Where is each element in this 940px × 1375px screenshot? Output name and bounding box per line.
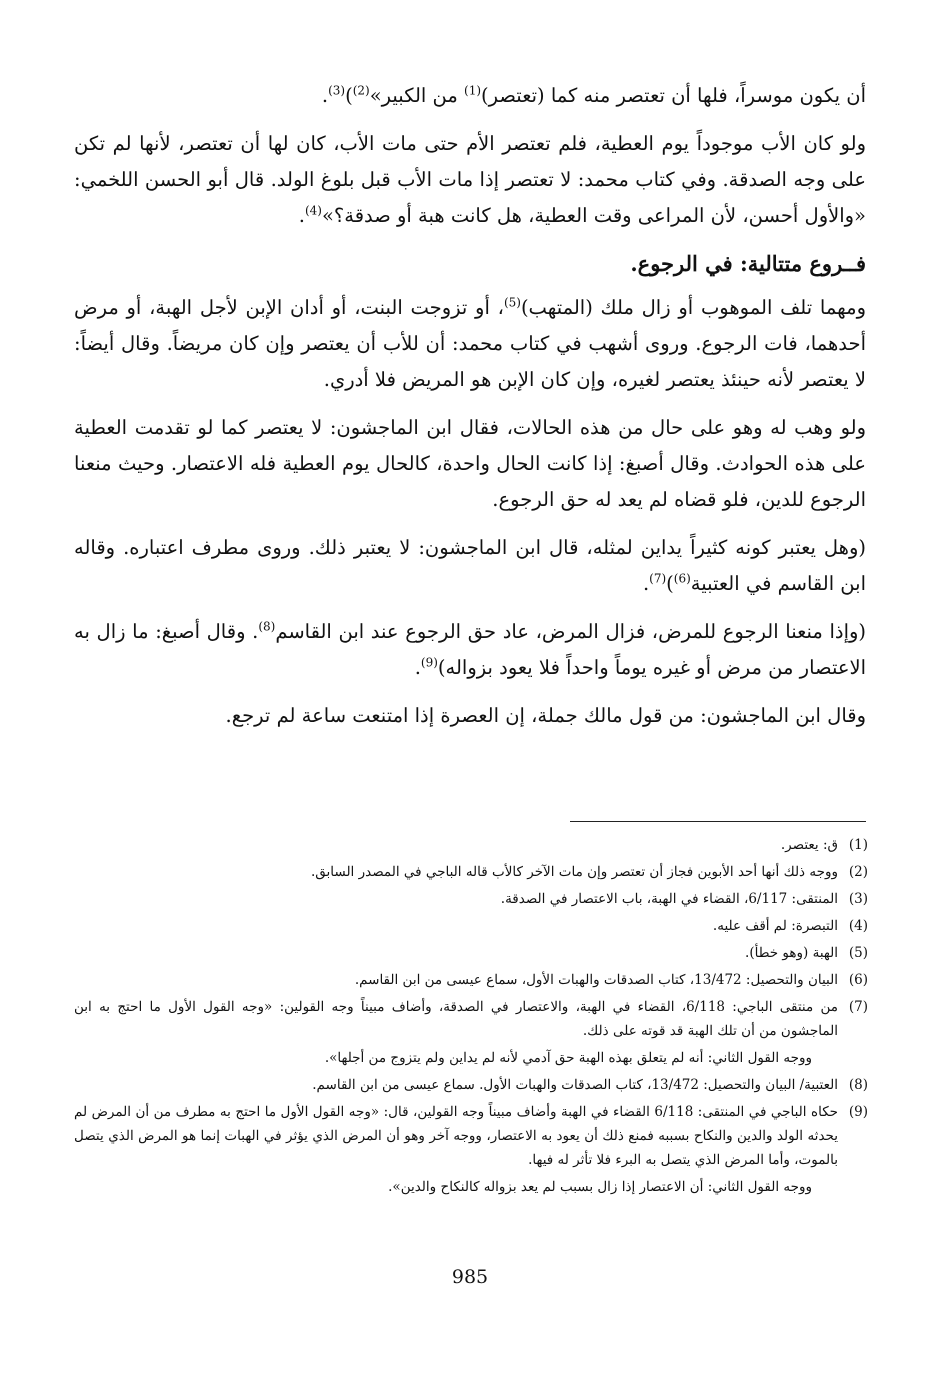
footnote-text: حكاه الباجي في المنتقى: 6/118 القضاء في الهبة وأضاف مبيناً وجه القولين، قال: «وجه القول الأول ما احتج به مطرف من أن المرض لم يحدثه الولد والدين والنكاح بسببه فمنع ذلك أن يعود به الاعتصار، ووجه آخر وهو أن المرض الذي يؤثر في الهبات إنما هو المرض الذي يتصل بالموت، وأما المرض الذي يتصل به البرء فلا تأثر له فيها. [74, 1104, 839, 1168]
paragraph-5-text: (وهل يعتبر كونه كثيراً يداين لمثله، قال ابن الماجشون: لا يعتبر ذلك. وروى مطرف اعتباره. وقاله ابن القاسم في العتبية [74, 536, 866, 595]
footnote-text: العتبية/ البيان والتحصيل: 13/472، كتاب الصدقات والهبات الأول. سماع عيسى من ابن القاسم. [312, 1077, 838, 1093]
footnote-text: من منتقى الباجي: 6/118، القضاء في الهبة، والاعتصار في الصدقة، وأضاف مبيناً وجه القولين: «وجه القول الأول ما احتج به ابن الماجشون من أن تلك الهبة قد قوته على ذلك. [74, 999, 839, 1039]
footnote-ref-3[interactable]: (3) [328, 83, 346, 98]
footnote-number: (3) [848, 891, 868, 907]
footnote-ref-2[interactable]: (2) [352, 83, 370, 98]
footnote-6 [74, 968, 868, 992]
footnote-number: (9) [848, 1104, 868, 1120]
footnote-ref-8[interactable]: (8) [258, 619, 276, 634]
footnote-number: (6) [848, 972, 868, 988]
paragraph-2 [74, 126, 866, 234]
footnote-number: (7) [848, 999, 868, 1015]
footnote-number: (4) [848, 918, 868, 934]
paragraph-7: وقال ابن الماجشون: من قول مالك جملة، إن العصرة إذا امتنعت ساعة لم ترجع. [225, 704, 866, 727]
footnote-number: (8) [848, 1077, 868, 1093]
paragraph-5 [74, 530, 866, 602]
footnote-4 [74, 914, 868, 938]
footnotes-section [74, 833, 868, 1202]
page-number: 985 [451, 1266, 489, 1288]
paragraph-1-text-b: من الكبير» [369, 84, 465, 107]
paragraph-6 [74, 614, 866, 686]
footnote-text: الهبة (وهو خطأ). [745, 945, 838, 961]
paragraph-3 [74, 290, 866, 398]
paragraph-6-text: (وإذا منعنا الرجوع للمرض، فزال المرض، عاد حق الرجوع عند ابن القاسم [275, 620, 867, 643]
footnote-1 [74, 833, 868, 857]
footnote-3 [74, 887, 868, 911]
footnote-9-continuation: ووجه القول الثاني: أن الاعتصار إذا زال بسبب لم يعد بزواله كالنكاح والدين». [388, 1179, 812, 1195]
footnote-ref-1[interactable]: (1) [464, 83, 482, 98]
footnote-divider [570, 821, 866, 822]
paragraph-1 [74, 78, 866, 114]
paragraph-3-text-b: ، أو تزوجت البنت، أو أدان الإبن لأجل الهبة، أو مرض أحدهما، فات الرجوع. وروى أشهب في كتاب محمد: أن للأب أن يعتصر وإن كان مريضاً. وقال أيضاً: لا يعتصر لأنه حينئذ يعتصر لغيره، وإن كان الإبن هو المريض فلا أدري. [74, 296, 866, 391]
footnote-text: ق: يعتصر. [780, 837, 838, 853]
footnote-number: (5) [848, 945, 868, 961]
footnote-ref-4[interactable]: (4) [304, 203, 322, 218]
paragraph-6-end: . [414, 656, 421, 679]
paragraph-5-end: . [642, 572, 650, 595]
footnote-number: (1) [848, 837, 868, 853]
paragraph-1-text-c: ) [345, 84, 353, 107]
paragraph-5-text-b: ) [666, 572, 674, 595]
section-heading: فــروع متتالية: في الرجوع. [630, 251, 866, 276]
footnote-text: التبصرة: لم أقف عليه. [712, 918, 838, 934]
paragraph-1-text: أن يكون موسراً، فلها أن تعتصر منه كما (تعتصر) [481, 84, 866, 107]
footnote-text: المنتقى: 6/117، القضاء في الهبة، باب الاعتصار في الصدقة. [500, 891, 838, 907]
footnote-number: (2) [848, 864, 868, 880]
paragraph-2-text: ولو كان الأب موجوداً يوم العطية، فلم تعتصر الأم حتى مات الأب، كان لها أن تعتصر، لأنها لم تكن على وجه الصدقة. وفي كتاب محمد: لا تعتصر إذا مات الأب قبل بلوغ الولد. قال أبو الحسن اللخمي: «والأول أحسن، لأن المراعى وقت العطية، هل كانت هبة أو صدقة؟» [74, 132, 866, 227]
footnote-5 [74, 941, 868, 965]
footnote-ref-9[interactable]: (9) [420, 655, 438, 670]
footnote-9 [74, 1100, 868, 1172]
footnote-2 [74, 860, 868, 884]
paragraph-3-text: ومهما تلف الموهوب أو زال ملك (المتهب) [520, 296, 866, 319]
paragraph-2-end: . [298, 204, 305, 227]
paragraph-1-end: . [321, 84, 329, 107]
footnote-ref-5[interactable]: (5) [503, 295, 521, 310]
footnote-ref-6[interactable]: (6) [673, 571, 691, 586]
paragraph-6-text-b: . وقال أصبغ: ما زال به الاعتصار من مرض أو غيره يوماً واحداً فلا يعود بزواله) [74, 620, 866, 679]
main-text-body [74, 78, 866, 746]
footnote-7-continuation: ووجه القول الثاني: أنه لم يتعلق بهذه الهبة حق آدمي لأنه لم يداين ولم يتزوج من أجلها». [324, 1050, 812, 1066]
footnote-text: ووجه ذلك أنها أحد الأبوين فجاز أن تعتصر وإن مات الآخر كالأب قاله الباجي في المصدر السابق. [310, 864, 838, 880]
footnote-ref-7[interactable]: (7) [649, 571, 667, 586]
footnote-text: البيان والتحصيل: 13/472، كتاب الصدقات والهبات الأول، سماع عيسى من ابن القاسم. [354, 972, 838, 988]
footnote-7 [74, 995, 868, 1043]
footnote-8 [74, 1073, 868, 1097]
paragraph-4: ولو وهب له وهو على حال من هذه الحالات، فقال ابن الماجشون: لا يعتصر كما لو تقدمت العطية على هذه الحوادث. وقال أصبغ: إذا كانت الحال واحدة، كالحال يوم العطية فله الاعتصار. وحيث منعنا الرجوع للدين، فلو قضاه لم يعد له حق الرجوع. [74, 416, 866, 511]
